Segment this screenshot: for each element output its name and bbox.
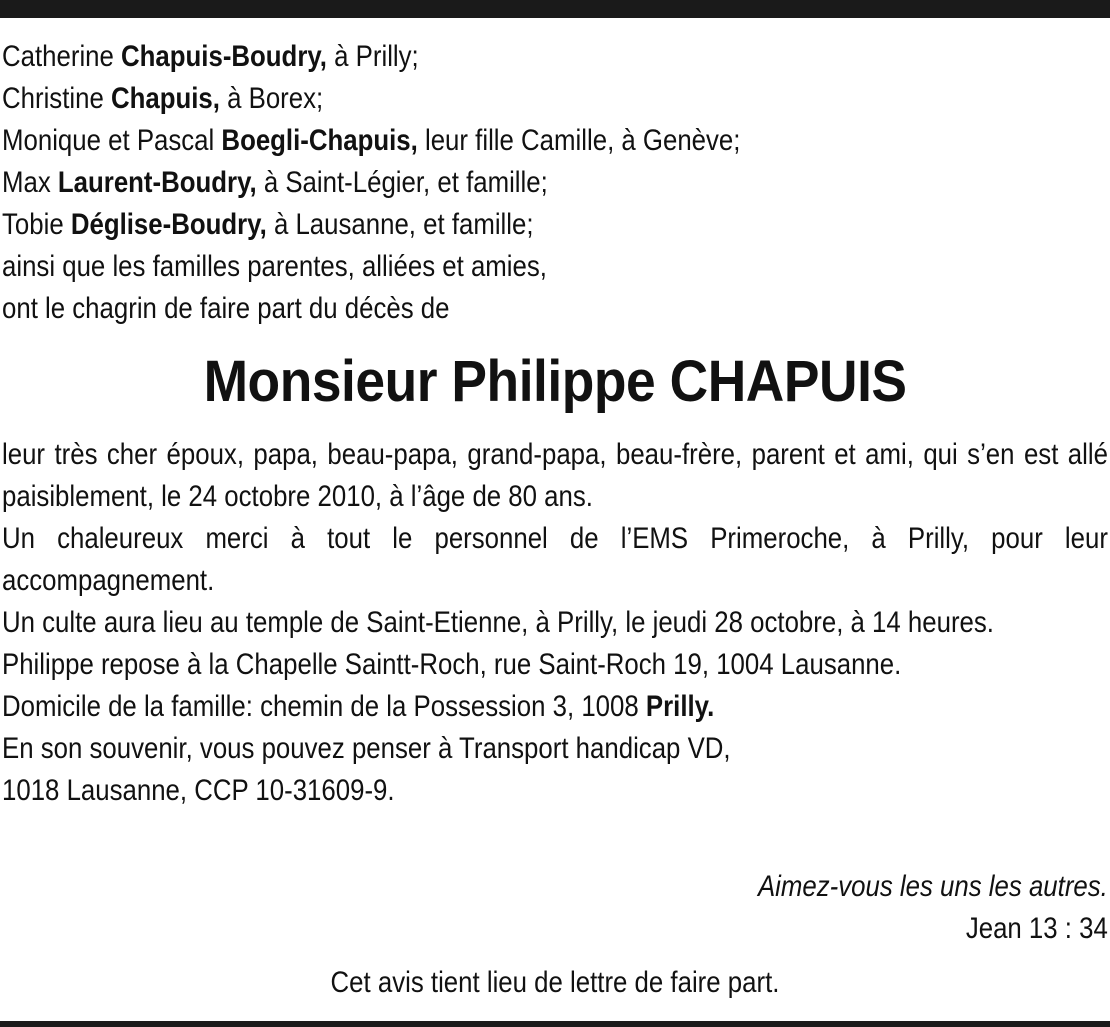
family-line-5: Tobie Déglise-Boudry, à Lausanne, et famille; <box>2 208 534 241</box>
top-rule <box>0 0 1110 18</box>
donation-line-1: En son souvenir, vous pouvez penser à Transport handicap VD, <box>2 732 731 765</box>
relatives-line: ainsi que les familles parentes, alliées et amies, <box>2 250 547 283</box>
family-line-4: Max Laurent-Boudry, à Saint-Légier, et famille; <box>2 166 548 199</box>
donation-line-2: 1018 Lausanne, CCP 10-31609-9. <box>2 774 395 807</box>
notice-body <box>2 434 1108 812</box>
tribute-paragraph: leur très cher époux, papa, beau-papa, grand-papa, beau-frère, parent et ami, qui s’en est allé paisiblement, le 24 octobre 2010, à l’âge de 80 ans. <box>2 438 1108 513</box>
deceased-name: Monsieur Philippe CHAPUIS <box>203 349 907 414</box>
closing-note: Cet avis tient lieu de lettre de faire part. <box>330 966 780 999</box>
announce-line: ont le chagrin de faire part du décès de <box>2 292 450 325</box>
repose-paragraph: Philippe repose à la Chapelle Saintt-Roch, rue Saint-Roch 19, 1004 Lausanne. <box>2 648 902 681</box>
bible-quote <box>701 866 1108 950</box>
thanks-paragraph: Un chaleureux merci à tout le personnel de l’EMS Primeroche, à Prilly, pour leur accompagnement. <box>2 522 1108 597</box>
family-line-1: Catherine Chapuis-Boudry, à Prilly; <box>2 40 419 73</box>
domicile-paragraph: Domicile de la famille: chemin de la Possession 3, 1008 Prilly. <box>2 690 715 723</box>
bottom-rule <box>0 1021 1110 1027</box>
family-line-3: Monique et Pascal Boegli-Chapuis, leur fille Camille, à Genève; <box>2 124 741 157</box>
family-list <box>2 36 1108 330</box>
quote-verse: Aimez-vous les uns les autres. <box>758 870 1108 903</box>
service-paragraph: Un culte aura lieu au temple de Saint-Etienne, à Prilly, le jeudi 28 octobre, à 14 heures. <box>2 606 994 639</box>
family-line-2: Christine Chapuis, à Borex; <box>2 82 324 115</box>
quote-reference: Jean 13 : 34 <box>965 912 1108 945</box>
